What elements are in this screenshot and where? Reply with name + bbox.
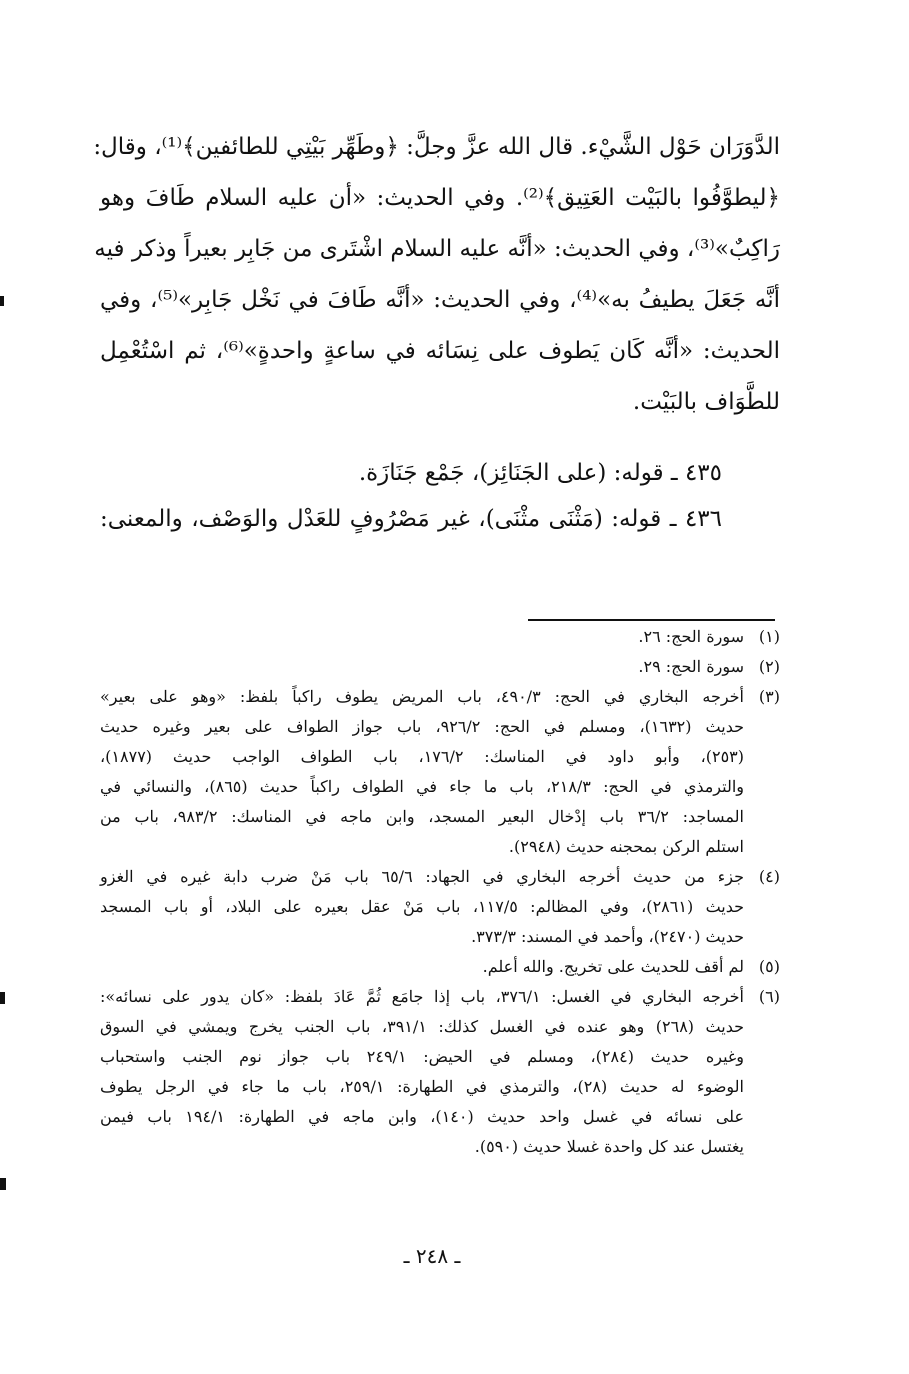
footnote-number: (٢) [758, 657, 780, 676]
footnote-line: على نسائه في غسل واحد حديث (١٤٠)، وابن ماجه في الطهارة: ١٩٤/١ باب فيمن [100, 1107, 745, 1126]
footnotes [100, 622, 780, 1162]
footnote-line: سورة الحج: ٢٩. [638, 657, 744, 676]
footnote-line: حديث (٢٤٧٠)، وأحمد في المسند: ٣٧٣/٣. [471, 927, 744, 946]
footnote-line: أخرجه البخاري في الحج: ٤٩٠/٣، باب المريض يطوف راكباً بلفظ: «وهو على بعير» [100, 687, 744, 706]
footnote-6 [100, 982, 780, 1162]
page-number: ـ ٢٤٨ ـ [403, 1244, 461, 1268]
footnote-4 [100, 862, 780, 952]
main-text-line: ﴿ليطوَّفُوا بالبَيْت العَتِيق﴾⁽²⁾. وفي الحديث: «أن عليه السلام طَافَ وهو [100, 185, 780, 211]
scan-edge-mark [0, 992, 5, 1004]
entry-435: ٤٣٥ ـ قوله: (على الجَنَائِز)، جَمْع جَنَازَة. [358, 460, 722, 486]
footnote-number: (٥) [758, 957, 780, 976]
footnote-5 [100, 952, 780, 982]
scan-edge-mark [0, 1178, 6, 1190]
main-text [93, 122, 780, 428]
footnote-1 [100, 622, 780, 652]
glossary-entries [100, 450, 722, 542]
footnote-line: وغيره حديث (٢٨٤)، ومسلم في الحيض: ٢٤٩/١ باب جواز نوم الجنب واستحباب [100, 1047, 745, 1066]
footnote-line: حديث (٢٦٨) وهو عنده في الغسل كذلك: ٣٩١/١، باب الجنب يخرج ويمشي في السوق [100, 1017, 745, 1036]
footnote-number: (٦) [758, 987, 780, 1006]
main-text-line: للطَّوَاف بالبَيْت. [632, 389, 780, 415]
footnote-line: المساجد: ٣٦/٢ باب إدْخال البعير المسجد، وابن ماجه في المناسك: ٩٨٣/٢، باب من [100, 807, 744, 826]
entry-436: ٤٣٦ ـ قوله: (مَثْنَى مثْنَى)، غير مَصْرُوفٍ للعَدْل والوَصْف، والمعنى: [100, 506, 722, 532]
footnote-line: استلم الركن بمحجنه حديث (٢٩٤٨). [508, 837, 744, 856]
footnote-line: يغتسل عند كل واحدة غسلا حديث (٥٩٠). [474, 1137, 744, 1156]
footnote-number: (٤) [758, 867, 780, 886]
footnote-line: (٢٥٣)، وأبو داود في المناسك: ١٧٦/٢، باب الطواف الواجب حديث (١٨٧٧)، [100, 747, 745, 766]
scan-edge-mark [0, 296, 4, 306]
footnote-line: الوضوء له حديث (٢٨)، والترمذي في الطهارة: ٢٥٩/١، باب ما جاء في الرجل يطوف [100, 1077, 745, 1096]
main-text-line: الدَّوَرَان حَوْل الشَّيْء. قال الله عزَّ وجلَّ: ﴿وطَهِّر بَيْتِي للطائفين﴾⁽¹⁾، وقال: [93, 134, 780, 160]
footnote-divider [528, 619, 775, 621]
footnote-line: جزء من حديث أخرجه البخاري في الجهاد: ٦٥/٦ باب مَنْ ضرب دابة غيره في الغزو [100, 867, 744, 886]
footnote-line: حديث (٢٨٦١)، وفي المظالم: ١١٧/٥، باب مَنْ عقل بعيره على البلاد، أو باب المسجد [100, 897, 745, 916]
footnote-line: سورة الحج: ٢٦. [638, 627, 744, 646]
main-text-line: رَاكِبٌ»⁽³⁾، وفي الحديث: «أنَّه عليه السلام اشْتَرى من جَابِر بعيراً وذكر فيه [94, 236, 780, 262]
footnote-2 [100, 652, 780, 682]
footnote-line: لم أقف للحديث على تخريج. والله أعلم. [482, 957, 744, 976]
main-text-line: أنَّه جَعَلَ يطيفُ به»⁽⁴⁾، وفي الحديث: «أنَّه طَافَ في نَخْل جَابِر»⁽⁵⁾، وفي [100, 287, 780, 313]
footnote-3 [100, 682, 780, 862]
main-text-line: الحديث: «أنَّه كَان يَطوف على نِسَائه في ساعةٍ واحدةٍ»⁽⁶⁾، ثم اسْتُعْمِل [100, 338, 780, 364]
footnote-number: (١) [758, 627, 780, 646]
footnote-line: والترمذي في الحج: ٢١٨/٣، باب ما جاء في الطواف راكباً حديث (٨٦٥)، والنسائي في [100, 777, 745, 796]
footnote-line: حديث (١٦٣٢)، ومسلم في الحج: ٩٢٦/٢، باب جواز الطواف على بعير وغيره حديث [100, 717, 744, 736]
footnote-number: (٣) [758, 687, 780, 706]
footnote-line: أخرجه البخاري في الغسل: ٣٧٦/١، باب إذا جامَع ثُمَّ عَادَ بلفظ: «كان يدور على نسائه»: [100, 987, 744, 1006]
